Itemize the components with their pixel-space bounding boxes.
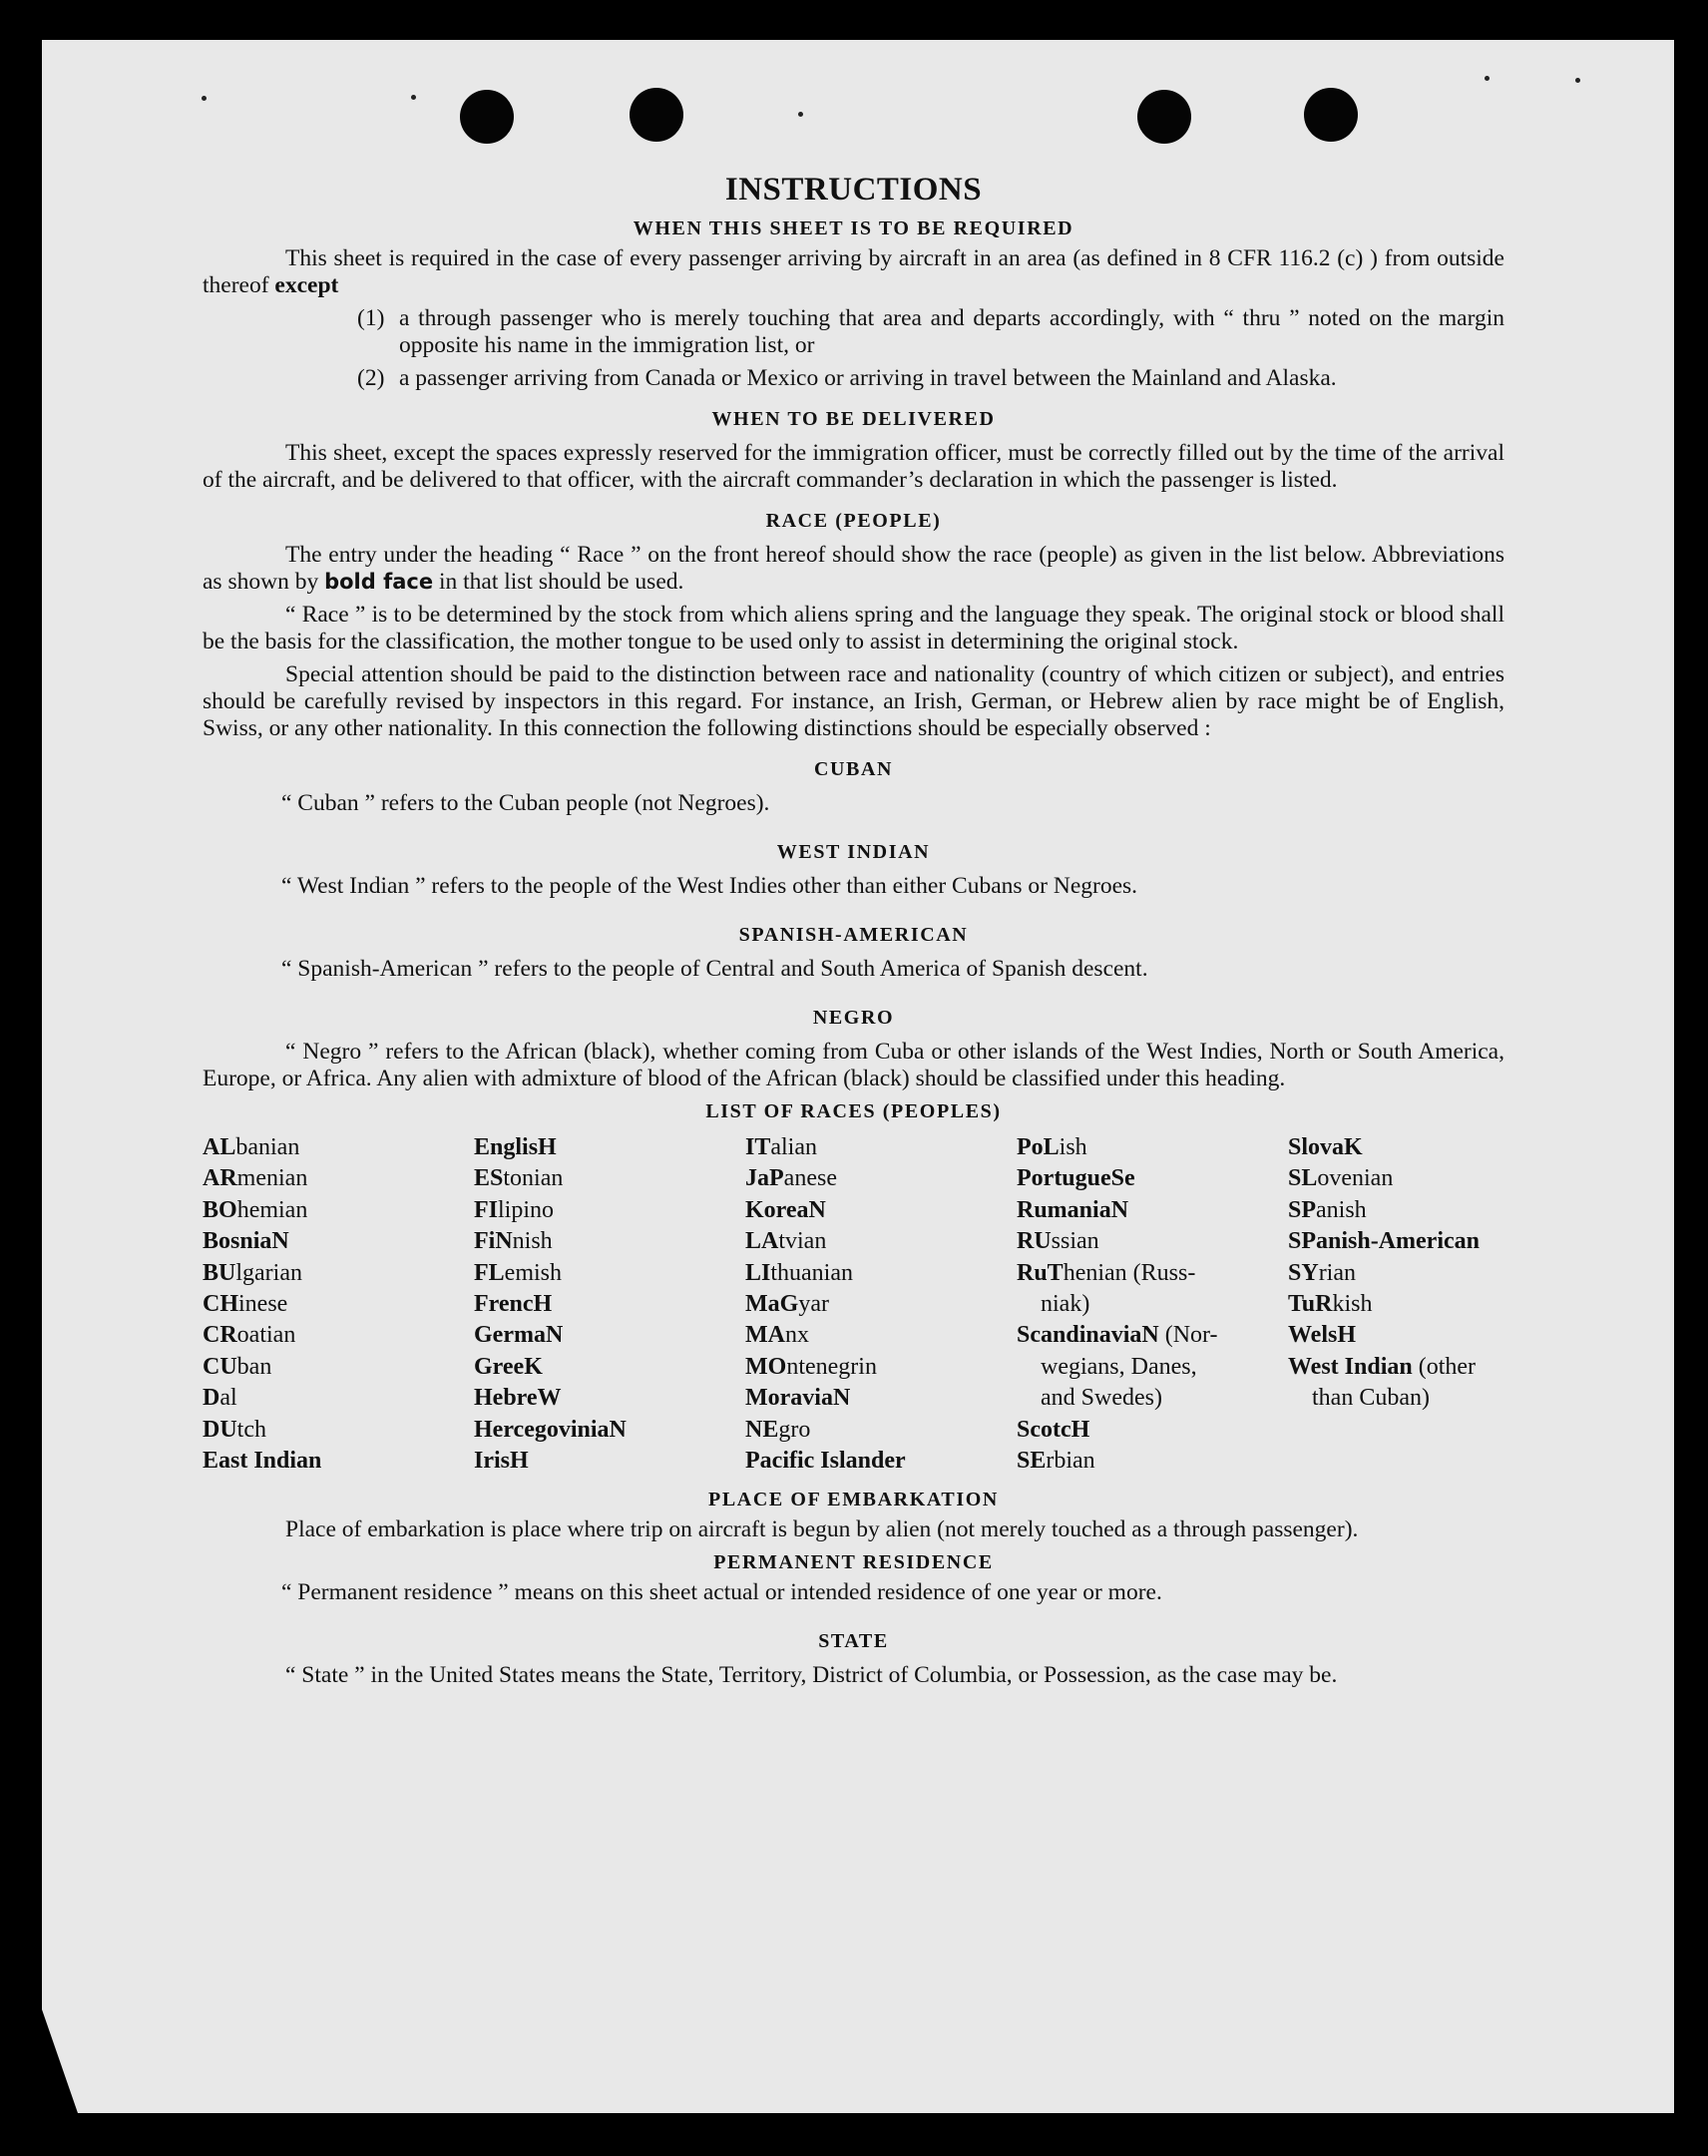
race-entry [203,1195,474,1226]
exception-item [203,365,1504,392]
race-abbreviation: HebreW [474,1385,562,1412]
paper-speck [202,96,207,101]
race-entry [1288,1163,1504,1194]
race-rest: and Swedes) [1041,1385,1162,1412]
required-intro [203,245,1504,299]
race-entry [1017,1195,1288,1226]
race-entry [474,1446,745,1477]
race-abbreviation: FrencH [474,1291,553,1318]
race-abbreviation: KoreaN [745,1196,826,1223]
race-abbreviation: MA [745,1322,785,1349]
page-title: INSTRUCTIONS [724,172,983,208]
races-list [203,1132,1504,1477]
punch-hole [1137,90,1191,144]
race-entry [203,1320,474,1351]
race-abbreviation: Pacific Islander [745,1448,906,1475]
race-entry [203,1163,474,1194]
race-abbreviation: SL [1288,1165,1318,1192]
race-abbreviation: CR [203,1322,237,1349]
race-abbreviation: GreeK [474,1353,543,1380]
race-rest: oatian [236,1322,296,1349]
race-paragraph-1 [203,542,1504,596]
race-entry [203,1446,474,1477]
race-abbreviation: NE [745,1416,779,1443]
race-rest: al [219,1385,237,1412]
race-abbreviation: ScandinaviaN [1017,1322,1159,1349]
race-rest: nx [784,1322,809,1349]
race-p1-text-c: in that list should be used. [433,569,684,595]
race-rest: tch [236,1416,266,1443]
race-rest: (Nor- [1158,1322,1218,1349]
paper-speck [411,95,416,100]
state-paragraph: “ State ” in the United States means the State, Territory, District of Columbia, or Possession, as the case may be. [285,1662,1338,1689]
section-heading-cuban: CUBAN [813,758,894,780]
race-entry [203,1258,474,1289]
race-abbreviation: SP [1288,1196,1317,1223]
race-rest: menian [236,1165,308,1192]
race-rest: alian [770,1134,817,1160]
race-entry [1288,1383,1504,1414]
race-p1-bold-face: bold face [324,570,434,594]
race-abbreviation: RuT [1017,1259,1064,1286]
race-entry [1017,1352,1288,1383]
race-entry [1288,1289,1504,1320]
races-column [1288,1132,1504,1477]
race-abbreviation: FiN [474,1228,513,1255]
race-abbreviation: SlovaK [1288,1134,1363,1160]
race-entry [474,1132,745,1163]
race-abbreviation: IrisH [474,1448,529,1475]
race-rest: (other [1412,1353,1477,1380]
race-entry [745,1258,1017,1289]
exception-number: (2) [357,365,385,391]
section-heading-residence: PERMANENT RESIDENCE [713,1551,994,1574]
section-heading-required: WHEN THIS SHEET IS TO BE REQUIRED [633,217,1074,239]
race-entry [1017,1289,1288,1320]
embarkation-paragraph: Place of embarkation is place where trip on aircraft is begun by alien (not merely touched as a through passenger). [285,1516,1359,1543]
race-entry [1288,1352,1504,1383]
punch-hole [630,88,683,142]
race-entry [745,1383,1017,1414]
race-rest: ban [236,1353,272,1380]
section-heading-spanish-american: SPANISH-AMERICAN [738,924,969,946]
race-entry [1288,1132,1504,1163]
race-entry [745,1320,1017,1351]
race-entry [1288,1320,1504,1351]
race-entry [1017,1258,1288,1289]
race-abbreviation: FL [474,1259,505,1286]
race-entry [745,1289,1017,1320]
race-rest: hemian [236,1196,308,1223]
race-entry [474,1352,745,1383]
race-rest: kish [1332,1291,1373,1318]
race-entry [1017,1446,1288,1477]
race-abbreviation: SE [1017,1448,1047,1475]
race-rest: nish [512,1228,553,1255]
race-entry [1017,1320,1288,1351]
exception-text: a through passenger who is merely touching that area and departs accordingly, with “ thru ” noted on the margin opposite his name in the immigration list, or [399,305,1504,358]
race-entry [1017,1383,1288,1414]
race-entry [745,1132,1017,1163]
race-abbreviation: SPanish-American [1288,1228,1480,1255]
race-rest: rian [1318,1259,1356,1286]
required-intro-except: except [274,272,339,298]
race-entry [1017,1163,1288,1194]
exception-item [203,305,1504,359]
race-rest: henian (Russ- [1063,1259,1196,1286]
race-entry [1017,1415,1288,1446]
race-entry [745,1415,1017,1446]
races-column [203,1132,474,1477]
race-entry [1288,1258,1504,1289]
race-rest: yar [798,1291,829,1318]
race-entry [745,1446,1017,1477]
race-abbreviation: PortugueSe [1017,1165,1135,1192]
race-abbreviation: SY [1288,1259,1319,1286]
race-abbreviation: PoL [1017,1134,1060,1160]
section-heading-negro: NEGRO [812,1007,895,1029]
race-entry [474,1195,745,1226]
race-rest: anish [1316,1196,1367,1223]
section-heading-race: RACE (PEOPLE) [765,510,942,532]
race-rest: lgarian [235,1259,302,1286]
race-abbreviation: JaP [745,1165,784,1192]
section-heading-embarkation: PLACE OF EMBARKATION [708,1489,999,1511]
race-abbreviation: WelsH [1288,1322,1357,1349]
race-rest: tvian [778,1228,827,1255]
race-rest: gro [778,1416,811,1443]
race-entry [1017,1226,1288,1257]
races-column [474,1132,745,1477]
race-rest: inese [238,1291,288,1318]
race-abbreviation: West Indian [1288,1353,1413,1380]
race-rest: tonian [503,1165,564,1192]
section-heading-delivered: WHEN TO BE DELIVERED [711,408,996,430]
race-abbreviation: LA [745,1228,779,1255]
race-abbreviation: D [203,1385,220,1412]
race-entry [474,1320,745,1351]
race-rest: ish [1059,1134,1087,1160]
race-entry [203,1383,474,1414]
races-column [1017,1132,1288,1477]
races-column [745,1132,1017,1477]
race-abbreviation: MaG [745,1291,799,1318]
race-abbreviation: CH [203,1291,238,1318]
race-rest: than Cuban) [1312,1385,1430,1412]
cuban-paragraph: “ Cuban ” refers to the Cuban people (not Negroes). [281,790,770,816]
race-entry [203,1289,474,1320]
race-entry [745,1226,1017,1257]
race-entry [1288,1226,1504,1257]
race-abbreviation: East Indian [203,1448,322,1475]
paper-speck [798,112,803,117]
section-heading-state: STATE [818,1630,889,1653]
punch-hole [460,90,514,144]
race-abbreviation: ES [474,1165,504,1192]
race-rest: emish [504,1259,562,1286]
race-p1-text-a: The entry under the heading “ Race ” on the front hereof should show the race (people) as given in the list below. Abbreviations as shown by [203,542,1504,595]
race-rest: ssian [1051,1228,1099,1255]
race-entry [1288,1195,1504,1226]
paper-speck [1485,76,1490,81]
race-rest: thuanian [770,1259,853,1286]
instructions-content [203,170,1504,1689]
race-abbreviation: BO [203,1196,237,1223]
race-entry [203,1132,474,1163]
race-abbreviation: GermaN [474,1322,564,1349]
race-rest: rbian [1046,1448,1095,1475]
race-entry [203,1226,474,1257]
race-abbreviation: TuR [1288,1291,1333,1318]
race-abbreviation: CU [203,1353,237,1380]
race-entry [203,1352,474,1383]
race-abbreviation: MoraviaN [745,1385,851,1412]
race-abbreviation: RU [1017,1228,1052,1255]
race-rest: wegians, Danes, [1041,1353,1197,1380]
race-abbreviation: MO [745,1353,787,1380]
race-rest: ovenian [1317,1165,1394,1192]
race-rest: banian [235,1134,300,1160]
race-paragraph-3: Special attention should be paid to the distinction between race and nationality (country of which citizen or subject), and entries should be carefully revised by inspectors in this regard. For instance, an Irish, German, or Hebrew alien by race might be of English, Swiss, or any other nationality. In this connection the following distinctions should be especially observed : [203,661,1504,741]
delivered-paragraph: This sheet, except the spaces expressly reserved for the immigration officer, must be correctly filled out by the time of the arrival of the aircraft, and be delivered to that officer, with the aircraft commander’s declaration in which the passenger is listed. [203,440,1504,493]
race-abbreviation: AR [203,1165,237,1192]
race-abbreviation: ScotcH [1017,1416,1090,1443]
race-rest: lipino [498,1196,555,1223]
race-entry [474,1415,745,1446]
race-entry [745,1195,1017,1226]
race-abbreviation: DU [203,1416,237,1443]
race-entry [474,1163,745,1194]
exception-number: (1) [357,305,385,331]
race-entry [1017,1132,1288,1163]
race-abbreviation: BU [203,1259,236,1286]
exception-text: a passenger arriving from Canada or Mexico or arriving in travel between the Mainland and Alaska. [399,365,1337,391]
race-abbreviation: BosniaN [203,1228,289,1255]
race-abbreviation: LI [745,1259,771,1286]
residence-paragraph: “ Permanent residence ” means on this sheet actual or intended residence of one year or more. [281,1579,1162,1606]
race-rest: niak) [1041,1291,1090,1318]
race-entry [745,1163,1017,1194]
race-entry [474,1258,745,1289]
race-entry [474,1289,745,1320]
race-rest: anese [783,1165,837,1192]
required-intro-text: This sheet is required in the case of every passenger arriving by aircraft in an area (as defined in 8 CFR 116.2 (c) ) from outside thereof [203,245,1504,298]
race-abbreviation: FI [474,1196,498,1223]
spanish-american-paragraph: “ Spanish-American ” refers to the people of Central and South America of Spanish descent. [281,956,1148,982]
race-entry [745,1352,1017,1383]
race-entry [474,1226,745,1257]
race-entry [474,1383,745,1414]
section-heading-races-list: LIST OF RACES (PEOPLES) [705,1100,1002,1122]
race-abbreviation: IT [745,1134,771,1160]
race-rest: ntenegrin [786,1353,877,1380]
race-entry [203,1415,474,1446]
section-heading-west-indian: WEST INDIAN [776,841,931,863]
negro-paragraph: “ Negro ” refers to the African (black), whether coming from Cuba or other islands of the West Indies, North or South America, Europe, or Africa. Any alien with admixture of blood of the African (black) should be classified under this heading. [203,1039,1504,1091]
paper-speck [1575,78,1580,83]
race-abbreviation: RumaniaN [1017,1196,1129,1223]
race-paragraph-2: “ Race ” is to be determined by the stock from which aliens spring and the language they speak. The original stock or blood shall be the basis for the classification, the mother tongue to be used only to assist in determining the original stock. [203,602,1504,654]
west-indian-paragraph: “ West Indian ” refers to the people of the West Indies other than either Cubans or Negroes. [281,873,1138,899]
punch-hole [1304,88,1358,142]
race-abbreviation: AL [203,1134,236,1160]
race-abbreviation: HercegoviniaN [474,1416,627,1443]
race-abbreviation: EnglisH [474,1134,557,1160]
